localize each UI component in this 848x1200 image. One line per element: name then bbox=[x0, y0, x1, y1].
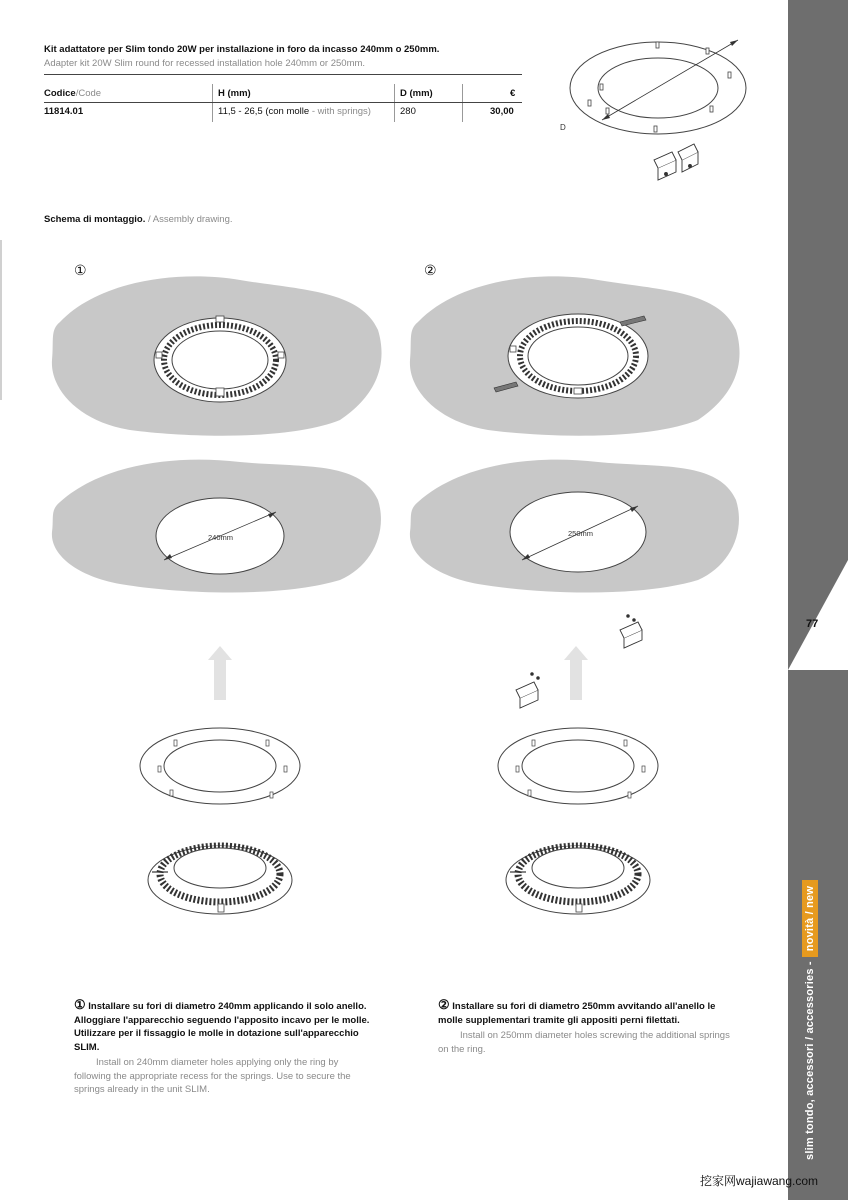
column-separator bbox=[394, 84, 395, 122]
assembly-title-italian: Schema di montaggio. bbox=[44, 214, 146, 225]
cell-code: 11814.01 bbox=[44, 106, 84, 117]
caption-step-2-number: ② bbox=[438, 997, 450, 1012]
diameter-label: D bbox=[560, 123, 566, 132]
page-number: 77 bbox=[806, 618, 819, 630]
cell-price: 30,00 bbox=[490, 106, 514, 117]
cell-h-english: with springs) bbox=[317, 106, 371, 117]
product-title-italian: Kit adattatore per Slim tondo 20W per installazione in foro da incasso 240mm o 250mm. bbox=[44, 44, 440, 55]
column-header-code bbox=[44, 88, 101, 99]
caption-step-2-italian-text: Installare su fori di diametro 250mm avvitando all'anello le molle supplementari tramite gli appositi perni filettati. bbox=[438, 1001, 716, 1026]
column-header-d: D (mm) bbox=[400, 88, 433, 99]
left-margin-mark bbox=[0, 240, 2, 400]
cell-h bbox=[218, 106, 371, 117]
spring-bracket-icon bbox=[516, 673, 539, 708]
up-arrow bbox=[564, 646, 588, 700]
step-2-number: ② bbox=[424, 262, 437, 278]
caption-step-1-italian bbox=[74, 998, 370, 1054]
assembly-title-english: Assembly drawing. bbox=[152, 214, 233, 225]
page-number-tab bbox=[788, 560, 848, 670]
caption-step-1-number: ① bbox=[74, 997, 86, 1012]
table-header-rule bbox=[44, 102, 522, 103]
watermark: 挖家网wajiawang.com bbox=[700, 1174, 819, 1188]
caption-step-1-italian-text: Installare su fori di diametro 240mm applicando il solo anello. Alloggiare l'apparecchio seguendo l'apposito incavo per le molle. Utilizzare per il fissaggio le molle in dotazione sull'apparecchio SLIM. bbox=[74, 1001, 370, 1053]
product-title-english: Adapter kit 20W Slim round for recessed installation hole 240mm or 250mm. bbox=[44, 58, 366, 69]
slim-lamp bbox=[506, 846, 650, 914]
sidebar-category-text: slim tondo, accessori / accessories - bbox=[804, 961, 816, 1160]
caption-step-2 bbox=[438, 998, 738, 1056]
step-1-number: ① bbox=[74, 262, 87, 278]
step-1-assembly-drawing bbox=[40, 270, 390, 930]
column-code-italian: Codice bbox=[44, 88, 76, 99]
column-header-h: H (mm) bbox=[218, 88, 251, 99]
spring-bracket-icon bbox=[620, 615, 642, 648]
table-top-rule bbox=[44, 74, 522, 75]
sidebar-vertical-label bbox=[804, 880, 816, 1160]
assembly-title-separator: / bbox=[145, 214, 153, 225]
cell-h-separator: - bbox=[309, 106, 318, 117]
caption-step-2-italian bbox=[438, 998, 738, 1027]
adapter-ring bbox=[140, 728, 300, 804]
cell-h-italian: 11,5 - 26,5 (con molle bbox=[218, 106, 310, 117]
cell-d: 280 bbox=[400, 106, 416, 117]
new-badge: novità / new bbox=[802, 880, 818, 957]
assembly-title bbox=[44, 214, 233, 225]
caption-step-1-english: Install on 240mm diameter holes applying only the ring by following the appropriate recess for the springs. Use to secure the springs already in the unit SLIM. bbox=[74, 1057, 351, 1095]
hole-diameter-label: 240mm bbox=[208, 533, 234, 542]
caption-step-2-english: Install on 250mm diameter holes screwing the additional springs on the ring. bbox=[438, 1030, 730, 1055]
spring-bracket-icon bbox=[654, 144, 698, 180]
adapter-ring-drawing bbox=[548, 28, 768, 198]
adapter-ring bbox=[498, 728, 658, 804]
caption-step-1 bbox=[74, 998, 370, 1097]
up-arrow bbox=[208, 646, 232, 700]
hole-diameter-label: 250mm bbox=[568, 529, 594, 538]
column-separator bbox=[212, 84, 213, 122]
column-separator bbox=[462, 84, 463, 122]
step-2-assembly-drawing bbox=[398, 270, 748, 930]
column-code-english: Code bbox=[78, 88, 102, 99]
column-code-separator: / bbox=[75, 88, 79, 99]
slim-lamp bbox=[148, 846, 292, 914]
column-header-price: € bbox=[510, 88, 516, 99]
